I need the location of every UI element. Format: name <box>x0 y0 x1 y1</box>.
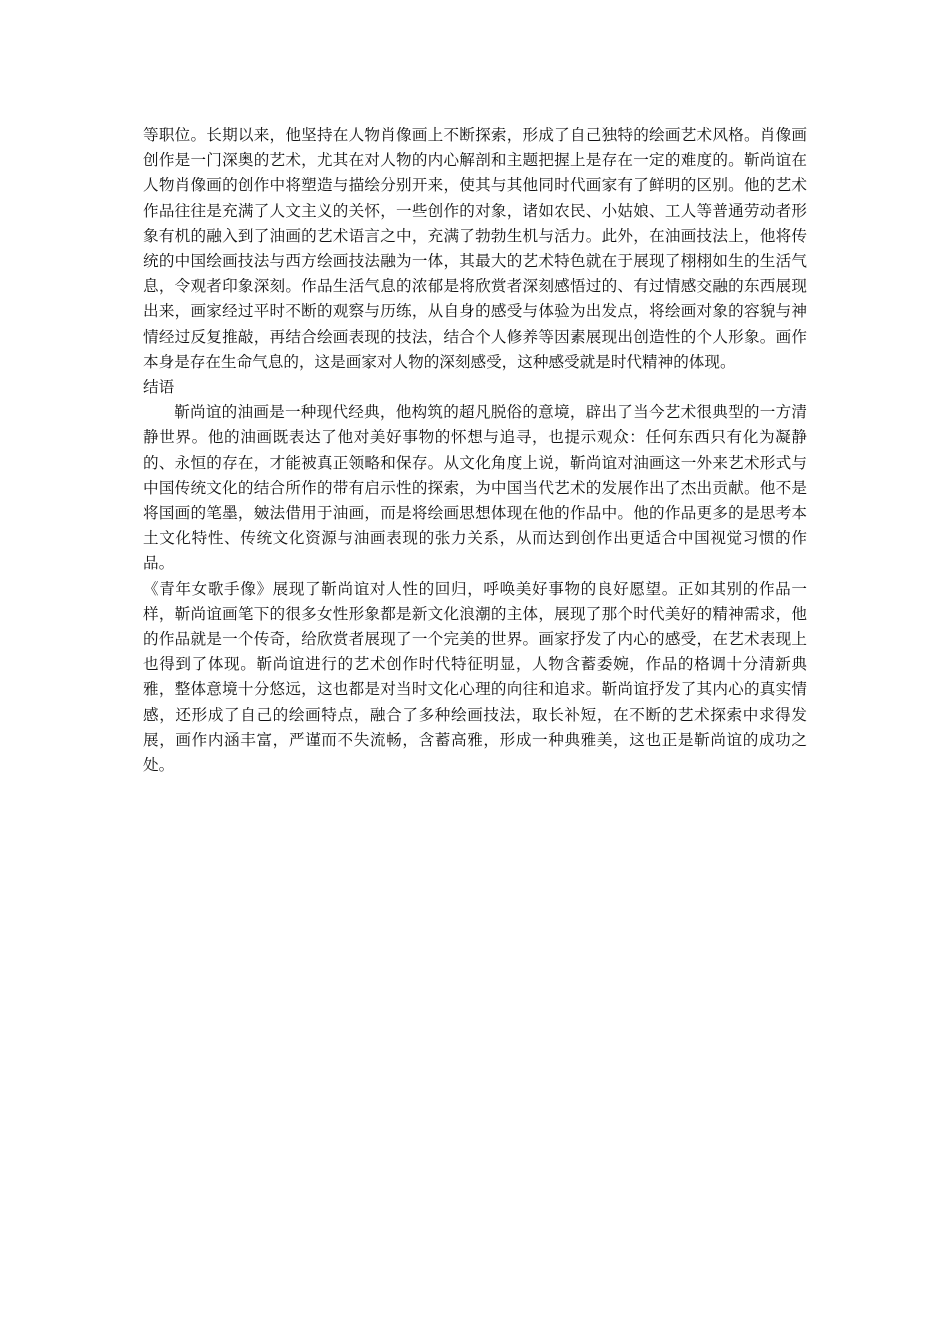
section-heading: 结语 <box>143 378 175 397</box>
document-body <box>143 123 807 778</box>
body-paragraph: 等职位。长期以来，他坚持在人物肖像画上不断探索，形成了自己独特的绘画艺术风格。肖像画创作是一门深奥的艺术，尤其在对人物的内心解剖和主题把握上是存在一定的难度的。靳尚谊在人物肖像画的创作中将塑造与描绘分别开来，使其与其他同时代画家有了鲜明的区别。他的艺术作品往往是充满了人文主义的关怀，一些创作的对象，诸如农民、小姑娘、工人等普通劳动者形象有机的融入到了油画的艺术语言之中，充满了勃勃生机与活力。此外，在油画技法上，他将传统的中国绘画技法与西方绘画技法融为一体，其最大的艺术特色就在于展现了栩栩如生的生活气息，令观者印象深刻。作品生活气息的浓郁是将欣赏者深刻感悟过的、有过情感交融的东西展现出来，画家经过平时不断的观察与历练，从自身的感受与体验为出发点，将绘画对象的容貌与神情经过反复推敲，再结合绘画表现的技法，结合个人修养等因素展现出创造性的个人形象。画作本身是存在生命气息的，这是画家对人物的深刻感受，这种感受就是时代精神的体现。 <box>143 126 807 371</box>
closing-paragraph: 《青年女歌手像》展现了靳尚谊对人性的回归，呼唤美好事物的良好愿望。正如其别的作品一样，靳尚谊画笔下的很多女性形象都是新文化浪潮的主体，展现了那个时代美好的精神需求，他的作品就是一个传奇，给欣赏者展现了一个完美的世界。画家抒发了内心的感受，在艺术表现上也得到了体现。靳尚谊进行的艺术创作时代特征明显，人物含蓄委婉，作品的格调十分清新典雅，整体意境十分悠远，这也都是对当时文化心理的向往和追求。靳尚谊抒发了其内心的真实情感，还形成了自己的绘画特点，融合了多种绘画技法，取长补短，在不断的艺术探索中求得发展，画作内涵丰富，严谨而不失流畅，含蓄高雅，形成一种典雅美，这也正是靳尚谊的成功之处。 <box>143 579 807 775</box>
conclusion-paragraph: 靳尚谊的油画是一种现代经典，他构筑的超凡脱俗的意境，辟出了当今艺术很典型的一方清静世界。他的油画既表达了他对美好事物的怀想与追寻，也提示观众：任何东西只有化为凝静的、永恒的存在，才能被真正领略和保存。从文化角度上说，靳尚谊对油画这一外来艺术形式与中国传统文化的结合所作的带有启示性的探索，为中国当代艺术的发展作出了杰出贡献。他不是将国画的笔墨，皴法借用于油画，而是将绘画思想体现在他的作品中。他的作品更多的是思考本土文化特性、传统文化资源与油画表现的张力关系，从而达到创作出更适合中国视觉习惯的作品。 <box>143 403 807 573</box>
